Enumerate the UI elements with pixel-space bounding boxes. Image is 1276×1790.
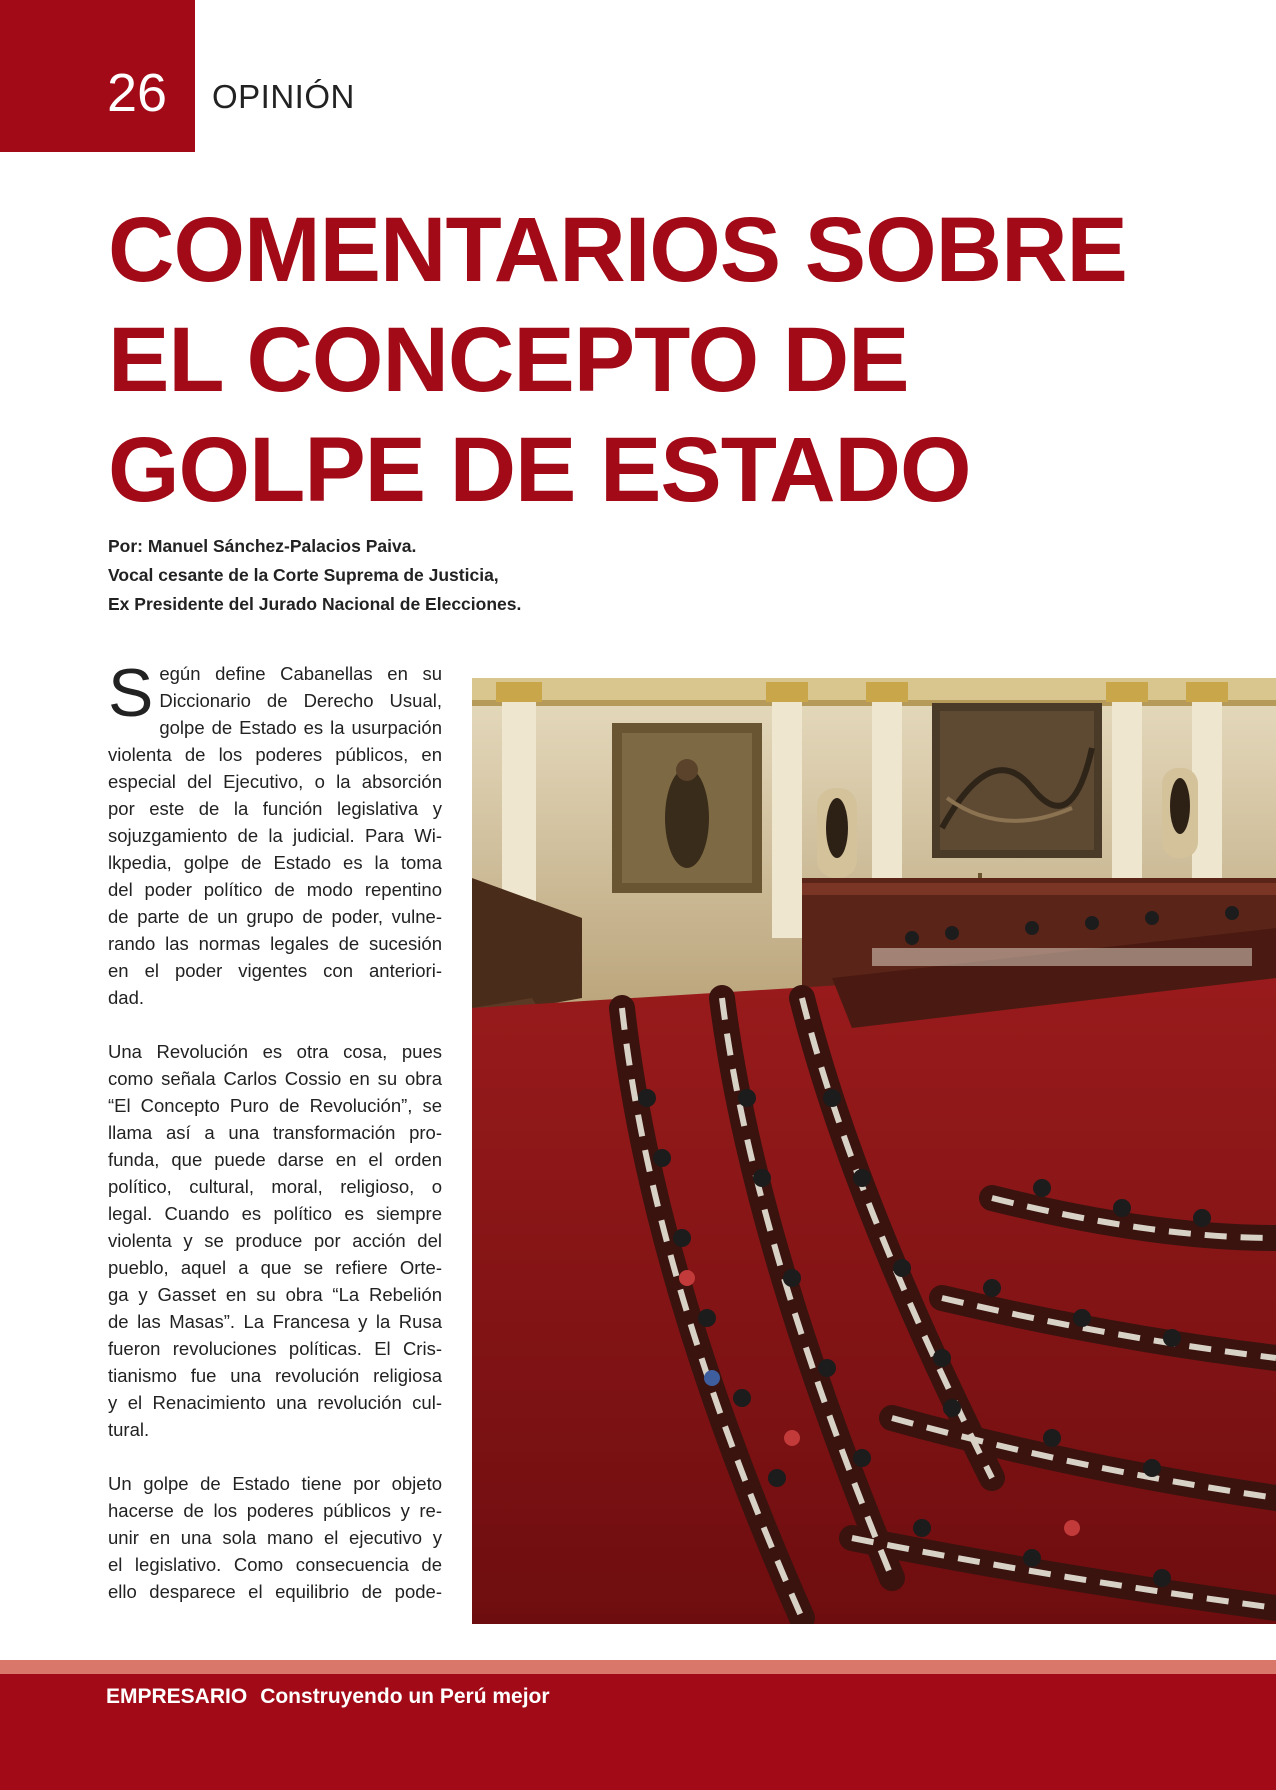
text-line: pueblo, aquel a que se refiere Orte- xyxy=(108,1257,442,1278)
congress-chamber-photo xyxy=(472,678,1276,1624)
text-line: fueron revoluciones políticas. El Cris- xyxy=(108,1338,442,1359)
text-line: tianismo fue una revolución religiosa xyxy=(108,1365,442,1386)
congress-chamber-illustration xyxy=(472,678,1276,1624)
text-line: el legislativo. Como consecuencia de xyxy=(108,1554,442,1575)
text-line: llama así a una transformación pro- xyxy=(108,1122,442,1143)
article-title-line: EL CONCEPTO DE xyxy=(108,309,909,411)
text-line: “El Concepto Puro de Revolución”, se xyxy=(108,1095,442,1116)
footer-stripe xyxy=(0,1660,1276,1674)
text-line: del poder político de modo repentino xyxy=(108,879,442,900)
text-line: Un golpe de Estado tiene por objeto xyxy=(108,1473,442,1494)
article-body xyxy=(108,655,442,1605)
footer-brand: EMPRESARIO xyxy=(106,1685,248,1708)
text-line: Una Revolución es otra cosa, pues xyxy=(108,1041,442,1062)
text-line: ello desparece el equilibrio de pode- xyxy=(108,1581,442,1602)
text-line: sojuzgamiento de la judicial. Para Wi- xyxy=(108,825,442,846)
text-line: golpe de Estado es la usurpación xyxy=(159,717,442,738)
text-line: como señala Carlos Cossio en su obra xyxy=(108,1068,442,1089)
text-line: egún define Cabanellas en su xyxy=(159,663,442,684)
byline-role: Vocal cesante de la Corte Suprema de Justicia, xyxy=(108,565,499,585)
text-line: dad. xyxy=(108,987,145,1008)
text-line: especial del Ejecutivo, o la absorción xyxy=(108,771,442,792)
article-paragraph xyxy=(108,1038,442,1443)
text-line: violenta y se produce por acción del xyxy=(108,1230,442,1251)
text-line: de parte de un grupo de poder, vulne- xyxy=(108,906,442,927)
text-line: funda, que puede darse en el orden xyxy=(108,1149,442,1170)
text-line: ga y Gasset en su obra “La Rebelión xyxy=(108,1284,442,1305)
article-title xyxy=(108,195,1248,525)
section-label: OPINIÓN xyxy=(212,78,355,115)
article-title-line: GOLPE DE ESTADO xyxy=(108,419,971,521)
text-line: hacerse de los poderes públicos y re- xyxy=(108,1500,442,1521)
page-number: 26 xyxy=(107,63,168,123)
text-line: unir en una sola mano el ejecutivo y xyxy=(108,1527,442,1548)
text-line: rando las normas legales de sucesión xyxy=(108,933,442,954)
footer xyxy=(106,1685,550,1709)
article-title-line: COMENTARIOS SOBRE xyxy=(108,199,1127,301)
text-line: y el Renacimiento una revolución cul- xyxy=(108,1392,442,1413)
text-line: Diccionario de Derecho Usual, xyxy=(159,690,442,711)
article-paragraph xyxy=(108,1470,442,1605)
text-line: legal. Cuando es político es siempre xyxy=(108,1203,442,1224)
footer-tagline: Construyendo un Perú mejor xyxy=(260,1685,550,1708)
text-line: lkpedia, golpe de Estado es la toma xyxy=(108,852,442,873)
byline-author: Por: Manuel Sánchez-Palacios Paiva. xyxy=(108,536,417,556)
text-line: en el poder vigentes con anteriori- xyxy=(108,960,442,981)
byline xyxy=(108,532,521,619)
text-line: violenta de los poderes públicos, en xyxy=(108,744,442,765)
text-line: de las Masas”. La Francesa y la Rusa xyxy=(108,1311,442,1332)
page-number-box xyxy=(0,0,195,152)
article-paragraph xyxy=(108,655,442,1011)
text-line: político, cultural, moral, religioso, o xyxy=(108,1176,442,1197)
text-line: tural. xyxy=(108,1419,150,1440)
drop-cap: S xyxy=(108,655,154,731)
text-line: por este de la función legislativa y xyxy=(108,798,442,819)
byline-role: Ex Presidente del Jurado Nacional de Elecciones. xyxy=(108,594,522,614)
